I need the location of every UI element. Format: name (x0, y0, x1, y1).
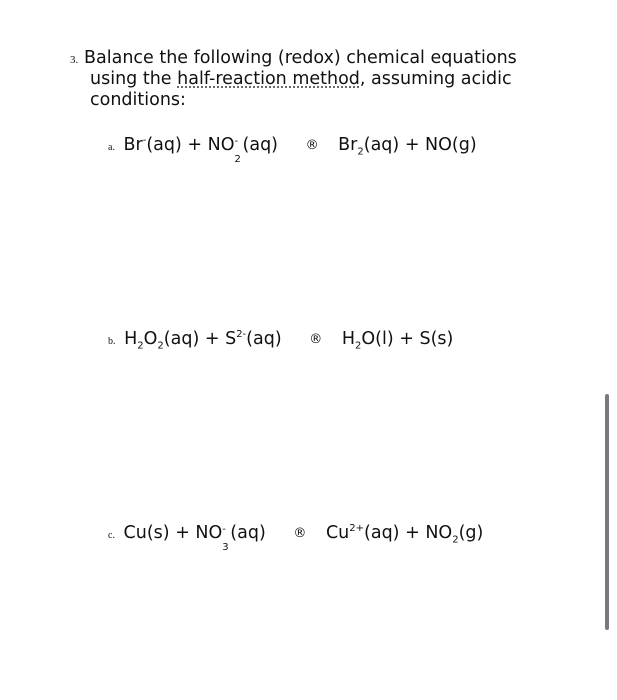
product-1: $Cu^{2+}(aq)$ (325, 523, 400, 543)
reactant-1: $H_2O_2(aq)$ (124, 329, 200, 352)
reactant-2: $S^{2-}(aq)$ (225, 329, 282, 349)
reactant-2: NO - 3 (aq) (195, 523, 266, 553)
question-line-2-start: using the (90, 69, 178, 89)
reactant-1: Cu(s) (123, 523, 170, 543)
question-line-1: Balance the following (redox) chemical equations (84, 48, 517, 68)
equation-b (108, 329, 454, 352)
reaction-arrow-icon: ® (305, 138, 319, 153)
product-2: S(s) (419, 329, 454, 349)
half-reaction-method-term: half-reaction method (177, 69, 360, 89)
equation-letter: a. (108, 142, 115, 153)
product-1: $Br_2(aq)$ (338, 135, 400, 158)
product-1: $H_2O(l)$ (341, 329, 394, 352)
reactant-2: NO - 2 (aq) (207, 135, 279, 165)
question-line-2-end: , assuming acidic (359, 69, 512, 89)
reaction-arrow-icon: ® (293, 526, 307, 541)
reaction-arrow-icon: ® (309, 332, 323, 347)
question-line-3: conditions: (90, 90, 186, 110)
plus-sign: + (399, 523, 426, 543)
product-2: NO(g) (425, 135, 477, 155)
question-number: 3. (70, 54, 79, 66)
equation-letter: b. (108, 336, 116, 347)
plus-sign: + (181, 135, 208, 155)
product-2: $NO_2(g)$ (425, 523, 484, 546)
question-line-2 (90, 69, 560, 90)
plus-sign: + (169, 523, 196, 543)
plus-sign: + (393, 329, 420, 349)
equation-letter: c. (108, 530, 115, 541)
plus-sign: + (199, 329, 226, 349)
plus-sign: + (399, 135, 426, 155)
equation-a (108, 135, 477, 165)
reactant-1: Br-(aq) (123, 135, 182, 155)
question-text (84, 48, 560, 111)
equation-c (108, 523, 484, 553)
vertical-scrollbar[interactable] (605, 394, 609, 630)
